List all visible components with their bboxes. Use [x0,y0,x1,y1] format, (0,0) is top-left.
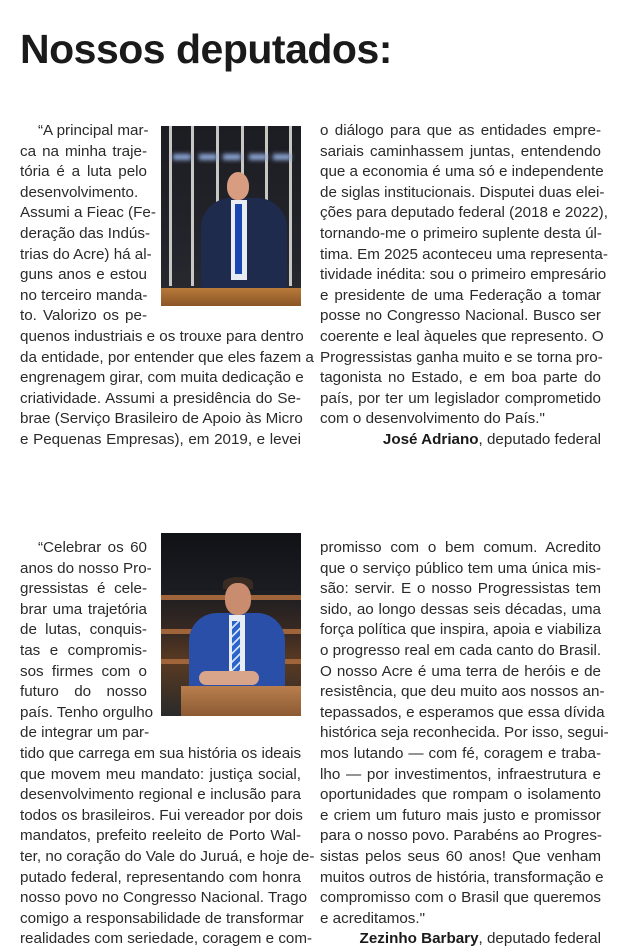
text-line: realidades com seriedade, coragem e com- [20,930,313,948]
text-line: de integrar um par- [20,724,150,742]
text-line: histórica seja reconhecida. Por isso, segui- [320,724,609,742]
zezinho-barbary-photo [161,533,301,716]
text-line: posse no Congresso Nacional. Busco ser [320,307,601,325]
text-line: mandatos, prefeito reeleito de Porto Wal- [20,827,301,845]
author-name: José Adriano [382,430,479,448]
text-line: são: servir. E o nosso Progressistas tem [320,580,601,598]
text-line: gressistas é cele- [20,580,147,598]
text-line: com o desenvolvimento do País." [320,410,545,428]
text-line: país, por ter um legislador comprometido [320,389,601,407]
author-role: , deputado federal [478,930,601,948]
text-line: O nosso Acre é uma terra de heróis e de [320,662,601,680]
text-line: que movem meu mandato: justiça social, [20,765,301,783]
text-line: desenvolvimento. [20,183,139,201]
text-line: trias do Acre) há al- [20,245,152,263]
text-line: força política que inspira, apoia e viabiliza [320,621,602,639]
text-line: e criem um futuro mais justo e promissor [320,806,601,824]
text-line: tagonista no Estado, e em boa parte do [320,369,601,387]
text-line: de lutas, conquis- [20,621,147,639]
text-line: para o nosso povo. Parabéns ao Progres- [320,827,602,845]
text-line: deração das Indús- [20,224,151,242]
page-title: Nossos deputados: [20,26,392,72]
article-1-right-column [320,121,608,451]
text-line: tas e compromis- [20,641,147,659]
text-line: e acreditamos." [320,909,425,927]
text-line: o progresso real em cada canto do Brasil. [320,641,602,659]
text-line: sos firmes com o [20,662,147,680]
text-line: sistas pelos seus 60 anos! Que venham [320,847,601,865]
text-line: mos lutando — com fé, coragem e traba- [320,744,601,762]
text-line: o diálogo para que as entidades empre- [320,122,601,139]
text-line: e Pequenas Empresas), em 2019, e levei [20,430,301,448]
text-line: “Celebrar os 60 [38,539,147,556]
text-line: tido que carrega em sua história os ideais [20,744,302,762]
author-name: Zezinho Barbary [359,930,479,948]
text-line: tepassados, e esperamos que essa dívida [320,703,605,721]
text-line: que a economia é uma só e independente [320,163,604,181]
text-line: ções para deputado federal (2018 e 2022), [320,204,608,222]
text-line: no terceiro manda- [20,286,148,304]
text-line: comigo a responsabilidade de transformar [20,909,304,927]
text-line: muitos outros de história, transformação e [320,868,604,886]
text-line: ter, no coração do Vale do Juruá, e hoje de- [20,847,315,865]
article-1-signature [320,430,601,451]
text-line: Progressistas ganha muito e se torna pro- [320,348,603,366]
author-role: , deputado federal [478,430,601,448]
text-line: tornando-me o primeiro suplente desta úl- [320,224,602,242]
article-2-signature [320,929,601,950]
text-line: promisso com o bem comum. Acredito [320,539,601,556]
text-line: sido, ao longo dessas seis décadas, uma [320,600,601,618]
text-line: ca na minha traje- [20,142,147,160]
text-line: brae (Serviço Brasileiro de Apoio às Micro [20,410,303,428]
article-1-wide-text [20,327,314,451]
jose-adriano-photo [161,126,301,306]
article-1-right-text [320,121,608,430]
text-line: tima. Em 2025 aconteceu uma representa- [320,245,608,263]
text-line: futuro do nosso [20,683,147,701]
text-line: putado federal, representando com honra [20,868,301,886]
text-line: brar uma trajetória [20,600,147,618]
article-2-narrow-text [20,538,154,744]
article-2-right-column [320,538,609,950]
text-line: tória é a luta pelo [20,163,147,181]
text-line: Assumi a Fieac (Fe- [20,204,156,222]
text-line: país. Tenho orgulho [20,703,154,721]
text-line: nosso povo no Congresso Nacional. Trago [20,889,308,907]
text-line: todos os brasileiros. Fui vereador por dois [20,806,303,824]
article-1-narrow-text [20,121,156,327]
text-line: criatividade. Assumi a presidência do Se- [20,389,301,407]
text-line: to. Valorizo os pe- [20,307,147,325]
text-line: da entidade, por entender que eles fazem a [20,348,314,366]
text-line: resistência, que deu muito aos nossos an- [320,683,605,701]
text-line: guns anos e estou [20,266,147,284]
text-line: sariais caminhassem juntas, entendendo [320,142,601,160]
text-line: e presidente de uma Federação a tomar [320,286,601,304]
text-line: quenos industriais e os trouxe para dentro [20,327,304,345]
text-line: compromisso com o Brasil que queremos [320,889,601,907]
text-line: lho — por investimentos, infraestrutura e [320,765,601,783]
article-2-right-text [320,538,609,929]
text-line: desenvolvimento regional e inclusão para [20,786,301,804]
text-line: tividade inédita: sou o primeiro empresário [320,266,607,284]
text-line: de siglas institucionais. Disputei duas elei- [320,183,605,201]
text-line: anos do nosso Pro- [20,559,152,577]
text-line: que o serviço público tem uma única mis- [320,559,601,577]
text-line: engrenagem girar, com muita dedicação e [20,369,304,387]
text-line: “A principal mar- [38,122,149,139]
text-line: oportunidades que rompam o isolamento [320,786,601,804]
article-2-wide-text [20,744,315,950]
text-line: coerente e leal àqueles que represento. O [320,327,604,345]
